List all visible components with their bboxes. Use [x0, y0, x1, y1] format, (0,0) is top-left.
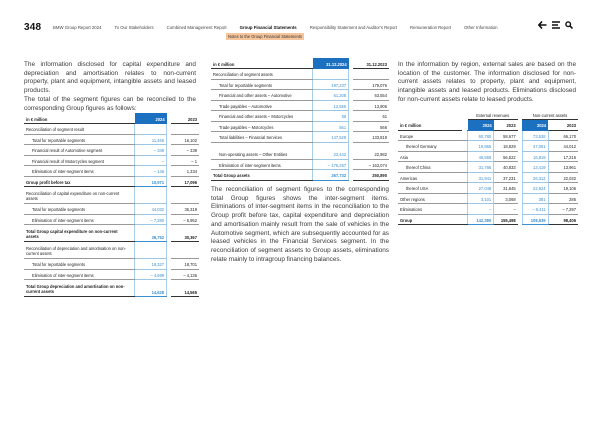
table-row: thereof China 31,786 40,833 13,419 13,961 [398, 162, 578, 173]
table-row: Trade payables – Automotive 12,556 13,906 [211, 100, 389, 111]
table-row: Reconciliation of segment result [24, 124, 199, 135]
unit-label: in € million [398, 120, 462, 131]
back-arrow-icon[interactable] [538, 21, 547, 29]
table-row: Total for reportable segments 19,327 18,701 [24, 259, 199, 270]
regional-information-table [398, 109, 578, 225]
table-row-total: Total Group depreciation and amortisation on non-current assets 14,628 14,565 [24, 280, 199, 297]
nav-combined-management-report[interactable]: Combined Management Report [166, 25, 227, 30]
search-icon[interactable] [565, 21, 573, 29]
col-nca-2024: 2024 [522, 120, 548, 131]
nav-responsibility-statement[interactable]: Responsibility Statement and Auditor's Report [309, 25, 397, 30]
table-row: Elimination of inter-segment items – 175,257 – 163,074 [211, 159, 389, 170]
table-row: Eliminations – – – 8,411 – 7,297 [398, 204, 578, 215]
table-row: Elimination of inter-segment items – 146 1,334 [24, 166, 199, 177]
table-row: Europe 60,780 58,677 73,538 66,170 [398, 130, 578, 141]
table-row-total: Group 142,380 155,498 108,639 98,406 [398, 214, 578, 225]
table-row-total: Total Group capital expenditure on non-current assets 36,752 30,367 [24, 225, 199, 242]
group-non-current-assets: Non-current assets [522, 109, 578, 120]
page-number: 348 [24, 22, 42, 33]
header-icons [538, 21, 573, 29]
segment-result-reconciliation-table [24, 113, 199, 297]
regional-info-paragraph: In the information by region, external sales are based on the location of the customer. The information disclosed for non-current assets relates to property, plant and equipment, intangible assets and leased products. Eliminations disclosed for non-current assets relate to leased products. [398, 61, 576, 103]
table-row-total: Group profit before tax 10,971 17,096 [24, 176, 199, 187]
col-31-12-2023: 31.12.2023 [353, 58, 389, 69]
table-row: Non-operating assets – Other Entities 23,442 22,982 [211, 142, 389, 159]
table-row: thereof Germany 19,865 18,829 47,051 44,012 [398, 141, 578, 152]
table-row: Total liabilities – Financial Services 147,529 133,819 [211, 132, 389, 143]
table-row: Total for reportable segments 11,466 16,102 [24, 134, 199, 145]
col-2023: 2023 [171, 113, 199, 124]
subnav-notes[interactable]: Notes to the Group Financial Statements [228, 34, 302, 39]
table-row: Total for reportable segments 44,032 36,319 [24, 204, 199, 215]
menu-icon[interactable] [552, 21, 560, 29]
table-row: Asia 46,558 56,522 16,819 17,216 [398, 151, 578, 162]
nav-group-financial-statements[interactable]: Group Financial Statements [239, 25, 297, 30]
reconciliation-intro-paragraph: The total of the segment figures can be reconciled to the corresponding Group figures as follows: [24, 96, 196, 112]
col-ext-2023: 2023 [494, 120, 518, 131]
col-nca-2023: 2023 [548, 120, 578, 131]
table-row: Reconciliation of segment assets [211, 69, 389, 80]
table-row-total: Total Group assets 267,732 250,890 [211, 170, 389, 181]
nav-remuneration-report[interactable]: Remuneration Report [409, 25, 452, 30]
capex-disclosure-paragraph: The information disclosed for capital expenditure and depreciation and amortisation relates to non-current property, plant and equipment, intangible assets and leased products. [24, 61, 196, 95]
col-2024: 2024 [135, 113, 167, 124]
table-row: thereof USA 27,048 31,845 22,924 19,106 [398, 183, 578, 194]
table-row: Reconciliation of depreciation and amortisation on non-current assets [24, 242, 199, 259]
table-row: Financial result of Automotive segment – 349 – 339 [24, 145, 199, 156]
table-row: Financial result of Motorcycles segment – – 1 [24, 155, 199, 166]
nav-bmw-group-report[interactable]: BMW Group Report 2024 [53, 25, 102, 30]
unit-label: in € million [24, 113, 129, 124]
top-nav [53, 25, 511, 30]
nav-other-information[interactable]: Other Information [464, 25, 498, 30]
page-header [0, 0, 600, 46]
table-row: Reconciliation of capital expenditure on non-current assets [24, 187, 199, 204]
group-external-revenues: External revenues [468, 109, 518, 120]
nav-to-our-stakeholders[interactable]: To Our Stakeholders [114, 25, 154, 30]
table-row: Financial and other assets – Motorcycles 56 61 [211, 111, 389, 122]
table-row: Total for reportable segments 197,237 179,076 [211, 79, 389, 90]
table-row: Americas 31,941 37,231 26,312 22,032 [398, 172, 578, 183]
table-row: Elimination of inter-segment items – 7,280 – 5,952 [24, 214, 199, 225]
col-31-12-2024: 31.12.2024 [313, 58, 349, 69]
unit-label: in € million [211, 58, 307, 69]
table-row: Other regions 3,101 3,068 381 285 [398, 193, 578, 204]
col-ext-2024: 2024 [468, 120, 494, 131]
table-row: Elimination of inter-segment items – 4,699 – 4,136 [24, 269, 199, 280]
segment-assets-reconciliation-table [211, 58, 389, 181]
reconciliation-explanation-paragraph: The reconciliation of segment figures to the corresponding total Group figures shows the inter-segment items. Eliminations of inter-segment items in the reconciliation to the Group profit before tax, capital expenditure and depreciation and amortisation mainly result from the sale of vehicles in the Automotive segment, which are subsequently accounted for as leased vehicles in the Financial Services segment. In the reconciliation of segment assets to Group assets, eliminations relate mainly to intragroup financing balances. [211, 186, 389, 263]
table-row: Trade payables – Motorcycles 561 566 [211, 121, 389, 132]
table-row: Financial and other assets – Automotive 61,208 63,554 [211, 90, 389, 101]
